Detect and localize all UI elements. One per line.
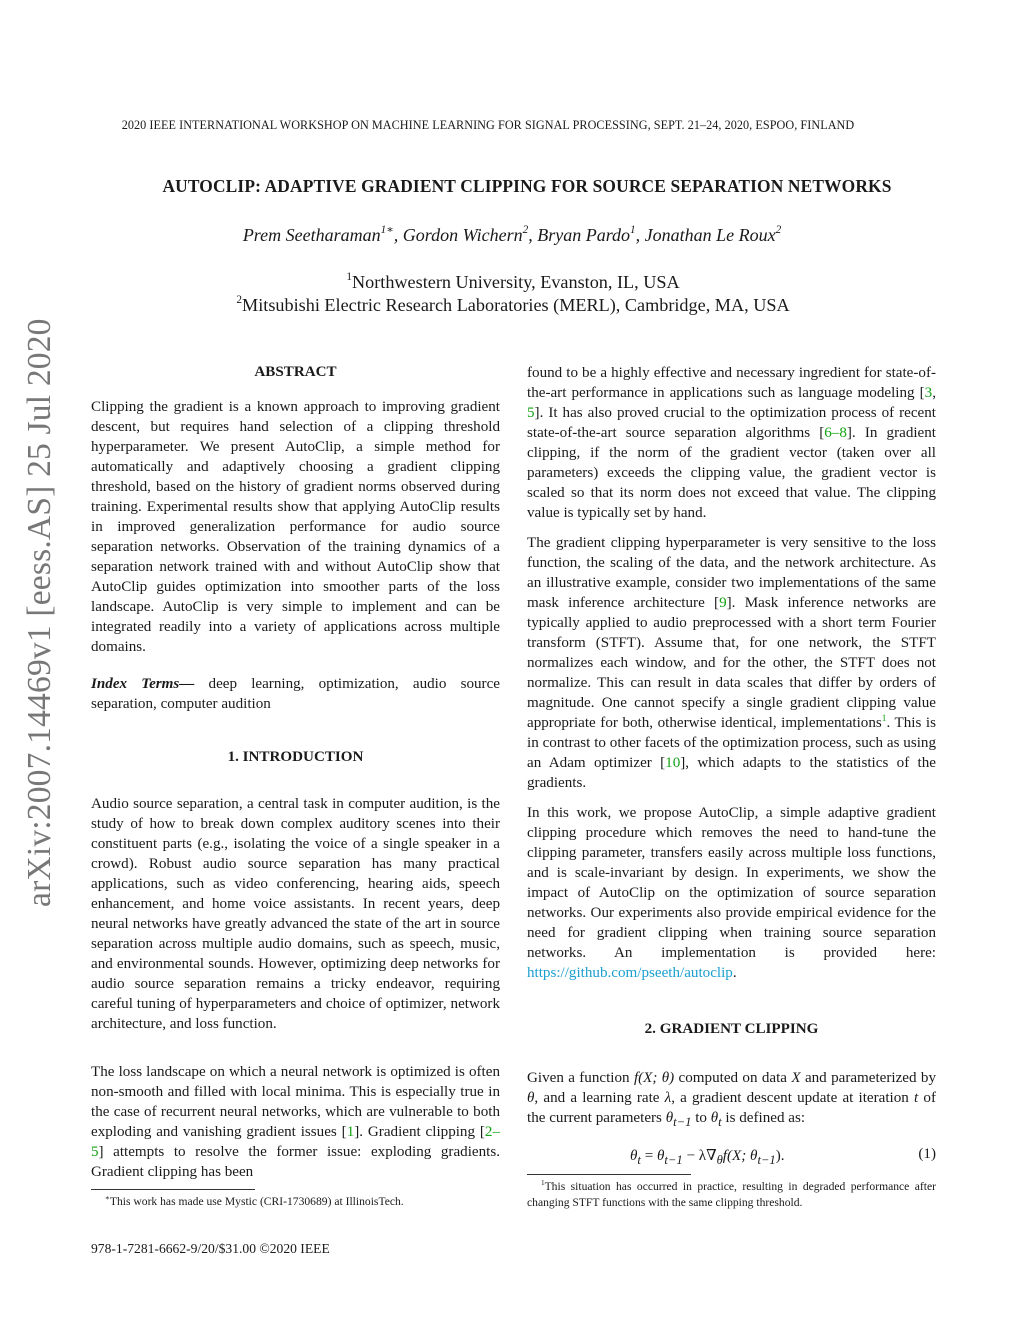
author-affil-mark: 2 — [522, 224, 529, 237]
citation-link[interactable]: 5 — [527, 405, 535, 421]
text-run: . — [732, 965, 737, 981]
text-run: ]. It has also proved crucial to the optimization process of recent state-of-the-art source separation algorithms [ — [527, 405, 936, 441]
text-run: ] attempts to resolve the former issue: exploding gradients. Gradient clipping has been — [91, 1144, 500, 1180]
eq-part: f(X; θ — [722, 1148, 758, 1164]
math-subscript: t−1 — [673, 1115, 692, 1130]
right-footnote — [527, 1179, 936, 1211]
author-name: Prem Seetharaman — [242, 225, 381, 245]
math-var: λ — [664, 1090, 672, 1106]
affil-mark: 1 — [346, 271, 352, 284]
author-separator: , — [393, 225, 403, 245]
affil-text: Northwestern University, Evanston, IL, USA — [351, 272, 680, 292]
arxiv-stamp: arXiv:2007.14469v1 [eess.AS] 25 Jul 2020 — [21, 318, 58, 907]
eq-sub: t — [637, 1153, 641, 1168]
math-var: θ — [527, 1090, 535, 1106]
text-run: , and a learning rate — [534, 1090, 665, 1106]
eq-part: = — [640, 1148, 657, 1164]
footnote-ref[interactable]: 1 — [881, 713, 887, 724]
citation-link[interactable]: 9 — [719, 595, 727, 611]
math-var: θ — [710, 1110, 719, 1126]
text-run: ]. Gradient clipping [ — [354, 1124, 485, 1140]
citation-link[interactable]: 1 — [346, 1124, 355, 1140]
text-run: ]. Mask inference networks are typically applied to audio preprocessed with a short term Fourier transform (STFT). Assume that, for one network, the STFT normalizes each window, and for the other, the STFT does not normalize. This can result in data scales that differ by orders of magnitude. One cannot specify a single gradient clipping value appropriate for both, otherwise identical, implementations — [527, 595, 936, 731]
author-separator: , — [635, 225, 645, 245]
intro-paragraph-1 — [91, 794, 500, 1034]
text-run: found to be a highly effective and necessary ingredient for state-of-the-art performance in applications such as language modeling [ — [527, 365, 936, 401]
math-subscript: t — [718, 1115, 722, 1130]
eq-sub: t−1 — [757, 1153, 776, 1168]
text-run: and parameterized by — [800, 1070, 936, 1086]
right-paragraph-1 — [527, 363, 936, 523]
footnote-rule — [91, 1189, 255, 1190]
right-paragraph-3 — [527, 803, 936, 983]
section2-paragraph — [527, 1068, 936, 1132]
footnote-mark: ∗ — [105, 1193, 110, 1202]
left-footnote — [105, 1194, 500, 1210]
citation-link[interactable]: 6–8 — [824, 425, 847, 441]
author-affil-mark: 2 — [775, 224, 782, 237]
eq-sub: θ — [716, 1153, 723, 1168]
author-list — [0, 225, 1024, 246]
conference-header: 2020 IEEE INTERNATIONAL WORKSHOP ON MACHINE LEARNING FOR SIGNAL PROCESSING, SEPT. 21–24, 2020, ESPOO, FINLAND — [121, 118, 855, 132]
text-run: of the current parameters — [527, 1090, 936, 1126]
text-run: Given a function — [527, 1070, 634, 1086]
index-terms-label: Index Terms— — [91, 676, 195, 692]
text-run: , — [932, 385, 936, 401]
author-separator: , — [528, 225, 538, 245]
eq-sub: t−1 — [664, 1153, 683, 1168]
author-affil-mark: 1 — [630, 224, 636, 237]
eq-part: θ — [630, 1148, 638, 1164]
math-var: t — [914, 1090, 919, 1106]
eq-part: ). — [775, 1148, 785, 1164]
eq-part: − λ∇ — [682, 1148, 717, 1164]
github-link[interactable]: https://github.com/pseeth/autoclip — [527, 965, 733, 981]
affiliation-2 — [0, 295, 1024, 316]
intro-paragraph-2 — [91, 1062, 500, 1182]
equation-number: (1) — [918, 1146, 936, 1162]
intro-heading: 1. INTRODUCTION — [227, 749, 364, 765]
citation-link[interactable]: 2–5 — [91, 1124, 500, 1160]
text-run: , a gradient descent update at iteration — [671, 1090, 915, 1106]
text-run: is defined as: — [721, 1110, 806, 1126]
index-terms-text: deep learning, optimization, audio source separation, computer audition — [91, 676, 500, 712]
author-name: Bryan Pardo — [537, 225, 631, 245]
abstract-text: Clipping the gradient is a known approach to improving gradient descent, but requires hand selection of a clipping threshold hyperparameter. We present AutoClip, a simple method for automatically and adaptively choosing a gradient clipping threshold, based on the history of gradient norms observed during training. Experimental results show that applying AutoClip results in improved generalization performance for audio source separation networks. Observation of the training dynamics of a separation network trained with and without AutoClip show that AutoClip guides optimization into smoother parts of the loss landscape. AutoClip is very simple to implement and can be integrated readily into a variety of applications across multiple domains. — [91, 399, 500, 655]
footnote-text: This work has made use Mystic (CRI-1730689) at IllinoisTech. — [109, 1195, 404, 1208]
index-terms — [91, 674, 500, 714]
text-run: The loss landscape on which a neural network is optimized is often non-smooth and filled with local minima. This is especially true in the case of recurrent neural networks, which are vulnerable to both exploding and vanishing gradient issues [ — [91, 1064, 500, 1140]
section2-heading: 2. GRADIENT CLIPPING — [644, 1021, 819, 1037]
text-run: computed on data — [674, 1070, 792, 1086]
text-run: ], which adapts to the statistics of the gradients. — [527, 755, 936, 791]
footnote-rule — [527, 1174, 691, 1175]
footnote-mark: 1 — [541, 1178, 545, 1187]
footnote-text: This situation has occurred in practice, resulting in degraded performance after changing STFT functions with the same clipping threshold. — [527, 1180, 936, 1209]
copyright-notice: 978-1-7281-6662-9/20/$31.00 ©2020 IEEE — [91, 1241, 330, 1256]
text-run: . This is in contrast to other facets of the optimization process, such as using an Adam optimizer [ — [527, 715, 936, 771]
affiliation-1 — [0, 272, 1024, 293]
text-run: to — [691, 1110, 711, 1126]
citation-link[interactable]: 3 — [924, 385, 933, 401]
paper-title: AUTOCLIP: ADAPTIVE GRADIENT CLIPPING FOR SOURCE SEPARATION NETWORKS — [162, 176, 892, 196]
abstract-body — [91, 397, 500, 657]
author-name: Gordon Wichern — [402, 225, 523, 245]
math-var: X — [791, 1070, 801, 1086]
eq-part: θ — [656, 1148, 665, 1164]
affil-text: Mitsubishi Electric Research Laboratories (MERL), Cambridge, MA, USA — [242, 295, 790, 315]
math-var: θ — [665, 1110, 674, 1126]
right-paragraph-2 — [527, 533, 936, 793]
text-run: The gradient clipping hyperparameter is very sensitive to the loss function, the scaling of the data, and the network architecture. As an illustrative example, consider two implementations of the same mask inference architecture [ — [527, 535, 936, 611]
text-run: In this work, we propose AutoClip, a simple adaptive gradient clipping procedure which removes the need to hand-tune the clipping parameter, transfers easily across multiple loss functions, and is scale-invariant by design. In experiments, we show the impact of AutoClip on the optimization of source separation networks. Our experiments also provide empirical evidence for the need for gradient clipping when training source separation networks. An implementation is provided here: — [527, 805, 936, 961]
affil-mark: 2 — [236, 294, 243, 307]
author-affil-mark: 1∗ — [380, 224, 394, 237]
abstract-heading: ABSTRACT — [254, 364, 337, 380]
equation-1 — [630, 1146, 785, 1168]
math-function: f(X; θ) — [633, 1070, 675, 1086]
text-run: ]. In gradient clipping, if the norm of the gradient vector (taken over all parameters) exceeds the clipping value, the gradient vector is scaled so that its norm does not exceed that value. The clipping value is typically set by hand. — [527, 425, 936, 521]
citation-link[interactable]: 10 — [665, 755, 681, 771]
intro-text: Audio source separation, a central task in computer audition, is the study of how to break down complex auditory scenes into their constituent parts (e.g., isolating the voice of a single speaker in a crowd). Robust audio source separation has many practical applications, such as video conferencing, hearing aids, speech enhancement, and home voice assistants. In recent years, deep neural networks have greatly advanced the state of the art in source separation across multiple audio domains, such as speech, music, and environmental sounds. However, optimizing deep networks for audio source separation remains a tricky endeavor, requiring careful tuning of hyperparameters and choice of optimizer, network architecture, and loss function. — [91, 796, 500, 1032]
author-name: Jonathan Le Roux — [644, 225, 776, 245]
